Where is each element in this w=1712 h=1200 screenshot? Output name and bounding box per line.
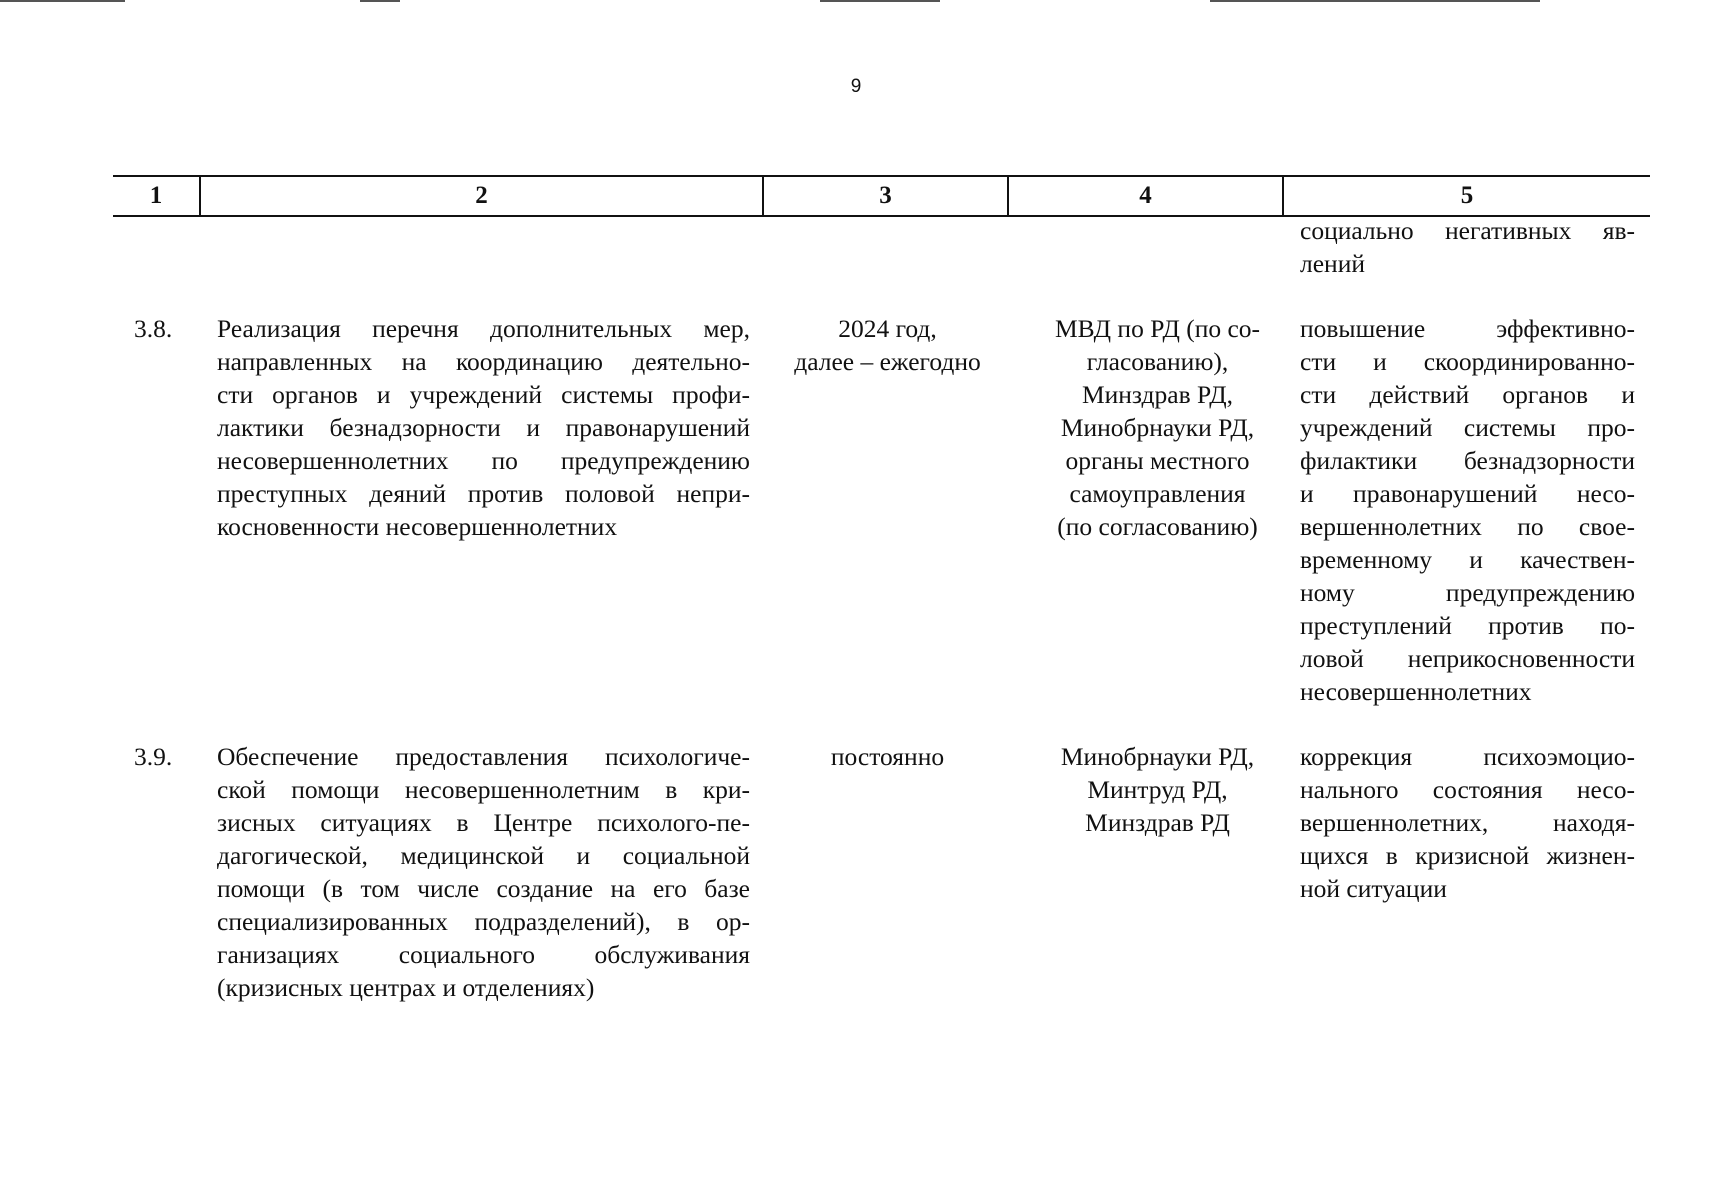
column-header-2: 2: [199, 177, 762, 215]
scan-edge-line: [820, 0, 940, 2]
column-header-3: 3: [762, 177, 1007, 215]
text-line: направленных на координацию деятельно-: [217, 347, 750, 376]
text-line: ганизациях социального обслуживания: [217, 940, 750, 969]
text-line: специализированных подразделений), в ор-: [217, 907, 750, 936]
row-number: 3.8.: [134, 314, 173, 343]
text-line: вершеннолетних, находя-: [1300, 808, 1635, 837]
text-line: преступлений против по-: [1300, 611, 1635, 640]
text-line: коррекция психоэмоцио-: [1300, 742, 1635, 771]
row-3-8-measure: [217, 312, 750, 543]
text-line: ному предупреждению: [1300, 578, 1635, 607]
text-line: сти органов и учреждений системы профи-: [217, 380, 750, 409]
row-3-8-deadline: [770, 312, 1005, 378]
row-3-9-responsible: [1020, 740, 1295, 839]
text-line: самоуправления: [1069, 479, 1246, 508]
text-line: ской помощи несовершеннолетним в кри-: [217, 775, 750, 804]
text-line: ной ситуации: [1300, 874, 1447, 903]
row-3-9-result: [1300, 740, 1635, 905]
text-line: несовершеннолетних по предупреждению: [217, 446, 750, 475]
text-line: далее – ежегодно: [794, 347, 981, 376]
text-line: МВД по РД (по со-: [1054, 314, 1261, 343]
text-line: лений: [1300, 249, 1365, 278]
row-3-8-responsible: [1020, 312, 1295, 543]
text-line: повышение эффективно-: [1300, 314, 1635, 343]
text-line: Обеспечение предоставления психологиче-: [217, 742, 750, 771]
text-line: социально негативных яв-: [1300, 216, 1635, 245]
text-line: учреждений системы про-: [1300, 413, 1635, 442]
text-line: нального состояния несо-: [1300, 775, 1635, 804]
text-line: лактики безнадзорности и правонарушений: [217, 413, 750, 442]
page-number: 9: [850, 76, 862, 97]
text-line: Минздрав РД: [1085, 808, 1230, 837]
table-header: [113, 175, 1650, 217]
row-3-8-result: [1300, 312, 1635, 708]
text-line: гласованию),: [1086, 347, 1229, 376]
text-line: щихся в кризисной жизнен-: [1300, 841, 1635, 870]
row-3-9-deadline: [770, 740, 1005, 773]
text-line: ловой неприкосновенности: [1300, 644, 1635, 673]
scan-edge-line: [1210, 0, 1540, 2]
column-header-4: 4: [1007, 177, 1282, 215]
column-header-5: 5: [1282, 177, 1650, 215]
text-line: (по согласованию): [1057, 512, 1258, 541]
text-line: сти и скоординированно-: [1300, 347, 1635, 376]
text-line: временному и качествен-: [1300, 545, 1635, 574]
text-line: Реализация перечня дополнительных мер,: [217, 314, 750, 343]
text-line: Минобрнауки РД,: [1060, 742, 1255, 771]
text-line: Минздрав РД,: [1081, 380, 1234, 409]
row-3-9-measure: [217, 740, 750, 1004]
text-line: преступных деяний против половой непри-: [217, 479, 750, 508]
text-line: несовершеннолетних: [1300, 677, 1532, 706]
text-line: помощи (в том числе создание на его базе: [217, 874, 750, 903]
text-line: сти действий органов и: [1300, 380, 1635, 409]
text-line: Минтруд РД,: [1087, 775, 1228, 804]
scan-edge-line: [0, 0, 125, 2]
scan-edge-line: [360, 0, 400, 2]
text-line: постоянно: [830, 742, 945, 771]
text-line: органы местного: [1065, 446, 1250, 475]
row-number: 3.9.: [134, 742, 173, 771]
text-line: и правонарушений несо-: [1300, 479, 1635, 508]
text-line: зисных ситуациях в Центре психолого-пе-: [217, 808, 750, 837]
continuation-col5: [1300, 214, 1635, 280]
text-line: вершеннолетних по свое-: [1300, 512, 1635, 541]
text-line: (кризисных центрах и отделениях): [217, 973, 595, 1002]
text-line: 2024 год,: [838, 314, 937, 343]
text-line: дагогической, медицинской и социальной: [217, 841, 750, 870]
column-header-1: 1: [149, 182, 163, 209]
text-line: филактики безнадзорности: [1300, 446, 1635, 475]
text-line: косновенности несовершеннолетних: [217, 512, 618, 541]
text-line: Минобрнауки РД,: [1060, 413, 1255, 442]
